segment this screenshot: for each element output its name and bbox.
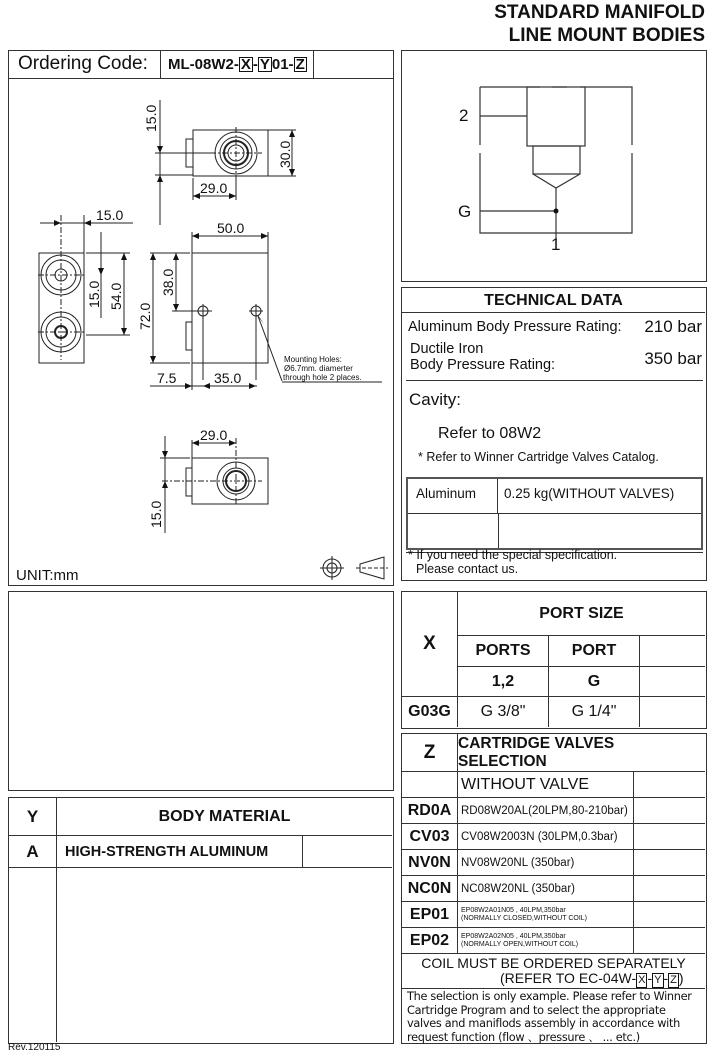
valve-desc (458, 902, 634, 928)
page-title-line1: STANDARD MANIFOLD (494, 2, 705, 23)
code-prefix: ML-08W2- (168, 55, 239, 73)
port-g-label: G (458, 202, 472, 221)
cavity-value: Refer to 08W2 (438, 425, 542, 442)
body-material-title: BODY MATERIAL (57, 798, 392, 836)
weight-material: Aluminum (408, 479, 498, 514)
di-label-line1: Ductile Iron (410, 341, 484, 357)
valve-desc-line1: EP08W2A01N05 , 40LPM,350bar (461, 906, 566, 914)
valve-desc-line1: EP08W2A02N05 , 40LPM,350bar (461, 932, 566, 940)
valve-code: EP01 (402, 902, 458, 928)
special-note-line1: * If you need the special specification. (408, 548, 618, 562)
code-z-box: Z (295, 55, 305, 73)
mounting-note-3: through hole 2 places. (283, 373, 362, 382)
material-code: A (9, 836, 57, 868)
cartridge-z: Z (402, 734, 458, 772)
page-title-line2: LINE MOUNT BODIES (508, 25, 705, 46)
dim-front-7-5: 7.5 (157, 370, 177, 386)
revision-label: Rev.120115 (8, 1042, 61, 1053)
port-code: G03G (402, 697, 458, 727)
material-name: HIGH-STRENGTH ALUMINUM (57, 836, 303, 868)
port-size-table (401, 591, 707, 729)
dim-top-29: 29.0 (200, 180, 228, 196)
dimension-drawing (0, 0, 400, 590)
coil-x-box: X (638, 974, 646, 986)
valve-code: NV0N (402, 850, 458, 876)
col-ports-head: PORTS (458, 636, 549, 667)
port-1-label: 1 (551, 235, 561, 254)
valve-code: NC0N (402, 876, 458, 902)
coil-z-box: Z (670, 974, 677, 986)
valve-desc: NC08W20NL (350bar) (458, 876, 634, 902)
col-port-sub: G (549, 667, 640, 697)
dim-bottom-15: 15.0 (148, 500, 164, 528)
valve-desc: CV08W2003N (30LPM,0.3bar) (458, 824, 634, 850)
valve-desc-line2: (NORMALLY CLOSED,WITHOUT COIL) (461, 914, 588, 922)
dim-top-15: 15.0 (143, 104, 159, 132)
technical-data-panel (401, 287, 707, 581)
technical-data-title: TECHNICAL DATA (402, 288, 705, 313)
port-12-size: G 3/8" (458, 697, 549, 727)
col-port-head: PORT (549, 636, 640, 667)
dim-side-15v: 15.0 (86, 280, 102, 308)
port-size-title: PORT SIZE (458, 592, 705, 636)
coil-note-line2: (REFER TO EC-04W- (500, 970, 637, 986)
cartridge-valves-table (401, 733, 707, 1044)
col-ports-sub: 1,2 (458, 667, 549, 697)
al-pressure-value: 210 bar (644, 317, 702, 336)
al-pressure-label: Aluminum Body Pressure Rating: (408, 319, 622, 335)
dim-bottom-29: 29.0 (200, 427, 228, 443)
weight-table (406, 477, 703, 550)
coil-y-box: Y (654, 974, 662, 986)
valve-desc-line2: (NORMALLY OPEN,WITHOUT COIL) (461, 940, 579, 948)
valve-desc (458, 928, 634, 954)
dim-front-50: 50.0 (217, 220, 245, 236)
port-g-size: G 1/4" (549, 697, 640, 727)
catalog-note: * Refer to Winner Cartridge Valves Catalog. (418, 450, 659, 464)
body-material-y: Y (9, 798, 57, 836)
code-mid: 01- (271, 55, 294, 73)
unit-label: UNIT:mm (16, 567, 79, 584)
code-x-box: X (240, 55, 251, 73)
cartridge-title: CARTRIDGE VALVES SELECTION (458, 734, 705, 772)
mounting-note-1: Mounting Holes: (284, 355, 342, 364)
port-2-label: 2 (459, 106, 469, 125)
hydraulic-schematic (401, 50, 707, 282)
valve-code: EP02 (402, 928, 458, 954)
port-size-x: X (402, 592, 458, 697)
body-material-table (8, 797, 394, 1044)
selection-note: The selection is only example. Please refer to Winner Cartridge Program and to select the appropriate valves and maniflods assembly in accordance with request function (flow 、pressure 、 ... etc.) (407, 990, 692, 1044)
mounting-note-2: Ø6.7mm. diamerter (284, 364, 353, 373)
di-label-line2: Body Pressure Rating: (410, 357, 556, 373)
dim-front-38: 38.0 (160, 268, 176, 296)
special-note (408, 548, 617, 576)
ordering-code-label: Ordering Code: (18, 53, 148, 74)
code-dash: - (252, 55, 258, 73)
dim-top-30: 30.0 (277, 140, 293, 168)
di-pressure-label (410, 341, 555, 373)
cavity-label: Cavity: (409, 390, 461, 409)
weight-value: 0.25 kg(WITHOUT VALVES) (498, 479, 701, 514)
di-pressure-value: 350 bar (644, 349, 702, 368)
dim-front-35: 35.0 (214, 370, 242, 386)
dim-side-15h: 15.0 (96, 207, 124, 223)
code-y-box: Y (259, 55, 270, 73)
dim-side-54: 54.0 (108, 282, 124, 310)
valve-code: RD0A (402, 798, 458, 824)
blank-panel (8, 591, 394, 791)
valve-desc: NV08W20NL (350bar) (458, 850, 634, 876)
coil-note-end: ) (678, 970, 684, 986)
valve-code: CV03 (402, 824, 458, 850)
dim-front-72: 72.0 (137, 302, 153, 330)
valve-desc: RD08W20AL(20LPM,80-210bar) (458, 798, 634, 824)
special-note-line2: Please contact us. (416, 562, 519, 576)
coil-note: COIL MUST BE ORDERED SEPARATELY (REFER TO EC-04W- X - Y - Z ) (402, 954, 705, 989)
coil-note-line1: COIL MUST BE ORDERED SEPARATELY (421, 955, 686, 971)
without-valve: WITHOUT VALVE (458, 772, 634, 798)
